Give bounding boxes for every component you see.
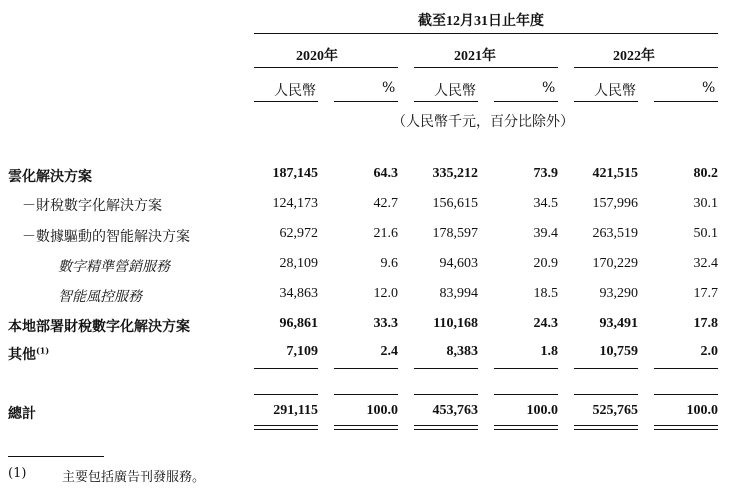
table-cell: 110,168 <box>433 316 478 331</box>
sub-rule <box>574 101 638 102</box>
table-cell: 28,109 <box>279 256 318 271</box>
table-cell: 2.4 <box>380 344 398 359</box>
total-top-rule <box>574 394 638 395</box>
table-cell: 73.9 <box>533 166 558 181</box>
table-cell: 170,229 <box>592 256 638 271</box>
table-cell: 93,290 <box>599 286 638 301</box>
table-cell: 50.1 <box>693 226 718 241</box>
table-cell: 157,996 <box>592 196 638 211</box>
total-double-rule <box>414 425 478 430</box>
currency-2021: 人民幣 <box>434 83 476 99</box>
subtotal-rule <box>574 368 638 369</box>
table-cell: 24.3 <box>533 316 558 331</box>
table-cell: 421,515 <box>592 166 638 181</box>
percent-2021: % <box>542 80 556 96</box>
subtotal-rule <box>494 368 558 369</box>
subtotal-rule <box>654 368 718 369</box>
table-cell: 335,212 <box>432 166 478 181</box>
table-cell: 10,759 <box>599 344 638 359</box>
sub-rule <box>414 101 478 102</box>
row-label-precision-marketing: 數字精準營銷服務 <box>58 259 170 275</box>
total-top-rule <box>254 394 318 395</box>
table-cell: 17.7 <box>693 286 718 301</box>
row-label-cloud: 雲化解決方案 <box>8 169 92 185</box>
table-cell: 64.3 <box>373 166 398 181</box>
table-cell: 156,615 <box>432 196 478 211</box>
table-cell: 7,109 <box>286 344 318 359</box>
table-cell: 2.0 <box>700 344 718 359</box>
sub-rule <box>494 101 558 102</box>
table-cell: 39.4 <box>533 226 558 241</box>
total-top-rule <box>334 394 398 395</box>
table-cell: 21.6 <box>373 226 398 241</box>
total-double-rule <box>574 425 638 430</box>
total-double-rule <box>654 425 718 430</box>
footnote-text: 主要包括廣告刊發服務。 <box>62 470 206 485</box>
total-top-rule <box>414 394 478 395</box>
table-cell: 291,115 <box>273 403 318 418</box>
row-label-data-driven: －數據驅動的智能解決方案 <box>22 229 190 245</box>
table-cell: 33.3 <box>373 316 398 331</box>
total-double-rule <box>334 425 398 430</box>
row-label-total: 總計 <box>8 406 36 422</box>
year-2020-rule <box>254 67 398 68</box>
currency-2022: 人民幣 <box>594 83 636 99</box>
row-label-on-premise: 本地部署財稅數字化解決方案 <box>8 319 190 335</box>
table-cell: 18.5 <box>533 286 558 301</box>
total-double-rule <box>494 425 558 430</box>
subtotal-rule <box>414 368 478 369</box>
subtotal-rule <box>254 368 318 369</box>
table-cell: 100.0 <box>366 403 398 418</box>
year-2020: 2020年 <box>296 49 338 64</box>
period-rule <box>254 33 718 34</box>
sub-rule <box>254 101 318 102</box>
row-label-others: 其他$^{(1)}$ <box>8 345 50 363</box>
currency-2020: 人民幣 <box>274 83 316 99</box>
table-cell: 30.1 <box>693 196 718 211</box>
row-label-tax-digital: －財稅數字化解決方案 <box>22 198 162 214</box>
footnote-marker: (1) <box>8 466 27 481</box>
period-header: 截至12月31日止年度 <box>418 14 544 29</box>
percent-2022: % <box>702 80 716 96</box>
table-cell: 20.9 <box>533 256 558 271</box>
table-cell: 1.8 <box>540 344 558 359</box>
footnote-rule <box>8 456 104 457</box>
table-cell: 62,972 <box>279 226 318 241</box>
sub-rule <box>334 101 398 102</box>
table-cell: 187,145 <box>272 166 318 181</box>
table-cell: 8,383 <box>446 344 478 359</box>
table-cell: 93,491 <box>599 316 638 331</box>
table-cell: 83,994 <box>439 286 478 301</box>
year-2021: 2021年 <box>454 49 496 64</box>
table-cell: 263,519 <box>592 226 638 241</box>
table-cell: 80.2 <box>693 166 718 181</box>
table-cell: 34.5 <box>533 196 558 211</box>
table-cell: 100.0 <box>526 403 558 418</box>
table-cell: 17.8 <box>693 316 718 331</box>
row-label-risk-control: 智能風控服務 <box>58 289 142 305</box>
total-double-rule <box>254 425 318 430</box>
percent-2020: % <box>382 80 396 96</box>
table-cell: 34,863 <box>279 286 318 301</box>
total-top-rule <box>654 394 718 395</box>
table-cell: 42.7 <box>373 196 398 211</box>
table-cell: 525,765 <box>592 403 638 418</box>
table-cell: 124,173 <box>272 196 318 211</box>
table-cell: 178,597 <box>432 226 478 241</box>
table-cell: 94,603 <box>439 256 478 271</box>
year-2022-rule <box>574 67 718 68</box>
table-cell: 96,861 <box>279 316 318 331</box>
year-2021-rule <box>414 67 558 68</box>
subtotal-rule <box>334 368 398 369</box>
total-top-rule <box>494 394 558 395</box>
table-cell: 100.0 <box>686 403 718 418</box>
footnote-ref: (1) <box>36 345 50 356</box>
table-cell: 453,763 <box>432 403 478 418</box>
table-cell: 12.0 <box>373 286 398 301</box>
year-2022: 2022年 <box>613 49 655 64</box>
sub-rule <box>654 101 718 102</box>
unit-note: （人民幣千元，百分比除外） <box>392 114 574 130</box>
table-cell: 9.6 <box>380 256 398 271</box>
table-cell: 32.4 <box>693 256 718 271</box>
